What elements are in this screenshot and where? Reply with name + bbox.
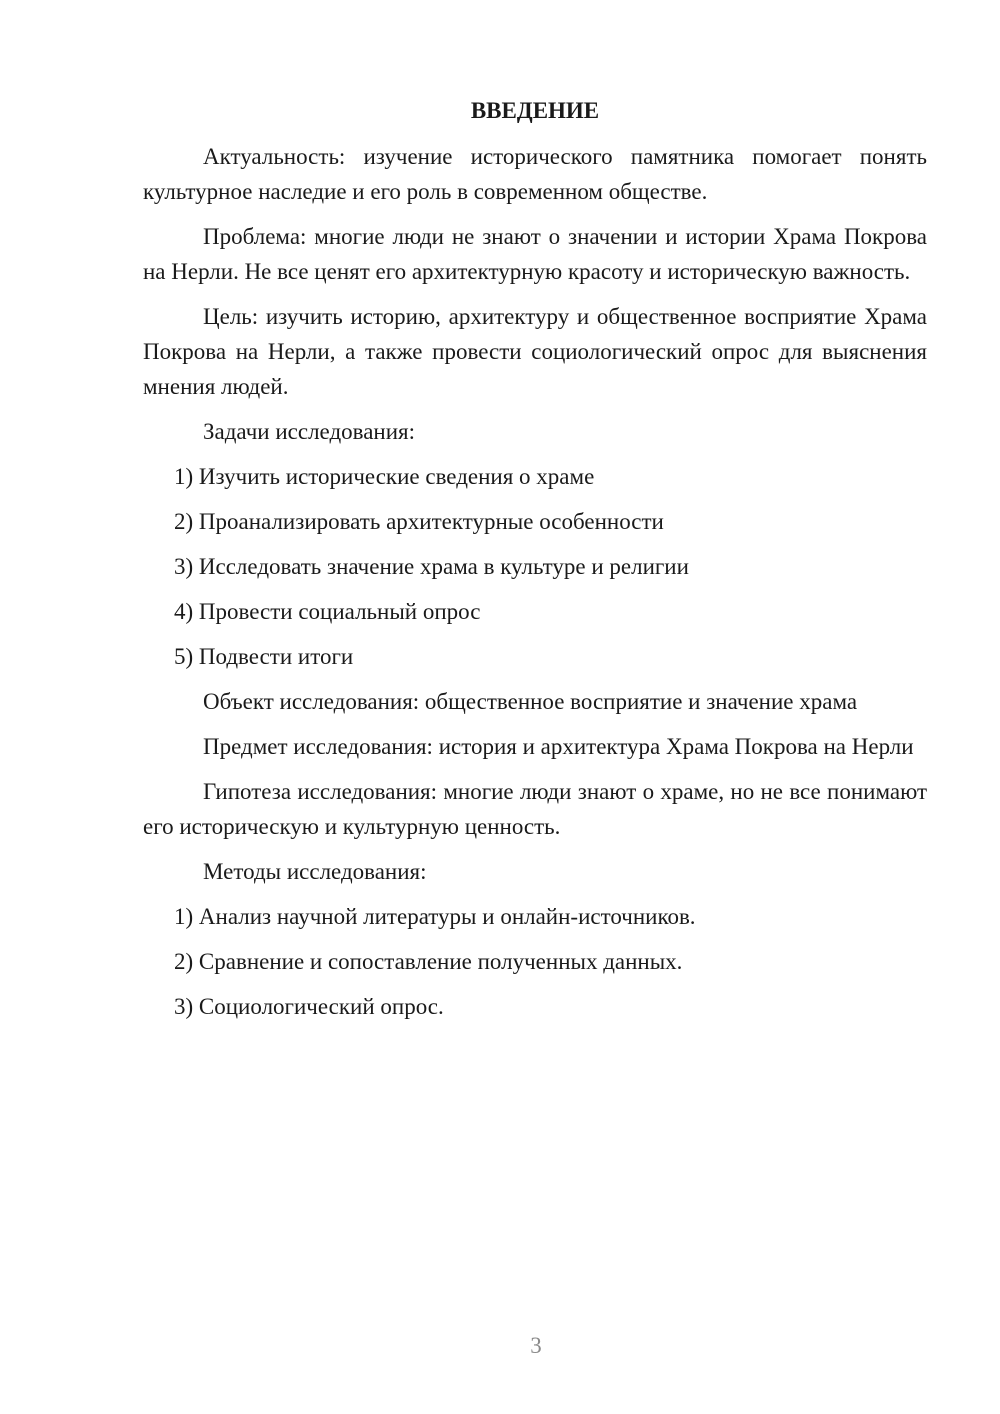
methods-heading: Методы исследования: bbox=[203, 859, 427, 884]
list-item: 2) Сравнение и сопоставление полученных данных. bbox=[174, 949, 683, 974]
relevance-paragraph: Актуальность: изучение исторического памятника помогает понять культурное наследие и его роль в современном обществе. bbox=[143, 144, 927, 204]
list-item: 2) Проанализировать архитектурные особенности bbox=[174, 509, 664, 534]
list-item: 3) Социологический опрос. bbox=[174, 994, 444, 1019]
hypothesis-paragraph: Гипотеза исследования: многие люди знают о храме, но не все понимают его историческую и культурную ценность. bbox=[143, 779, 927, 839]
tasks-list bbox=[143, 459, 927, 674]
list-item: 4) Провести социальный опрос bbox=[174, 599, 481, 624]
section-title: ВВЕДЕНИЕ bbox=[470, 98, 600, 123]
list-item: 3) Исследовать значение храма в культуре и религии bbox=[174, 554, 689, 579]
list-item: 1) Изучить исторические сведения о храме bbox=[174, 464, 595, 489]
subject-paragraph: Предмет исследования: история и архитектура Храма Покрова на Нерли bbox=[203, 734, 914, 759]
page-number: 3 bbox=[530, 1333, 542, 1358]
goal-paragraph: Цель: изучить историю, архитектуру и общественное восприятие Храма Покрова на Нерли, а также провести социологический опрос для выяснения мнения людей. bbox=[143, 304, 927, 399]
list-item: 5) Подвести итоги bbox=[174, 644, 354, 669]
problem-paragraph: Проблема: многие люди не знают о значении и истории Храма Покрова на Нерли. Не все ценят его архитектурную красоту и историческую важность. bbox=[143, 224, 927, 284]
page-content bbox=[143, 96, 927, 1034]
list-item: 1) Анализ научной литературы и онлайн-источников. bbox=[174, 904, 696, 929]
methods-list bbox=[143, 899, 927, 1024]
tasks-heading: Задачи исследования: bbox=[203, 419, 416, 444]
object-paragraph: Объект исследования: общественное восприятие и значение храма bbox=[203, 689, 858, 714]
